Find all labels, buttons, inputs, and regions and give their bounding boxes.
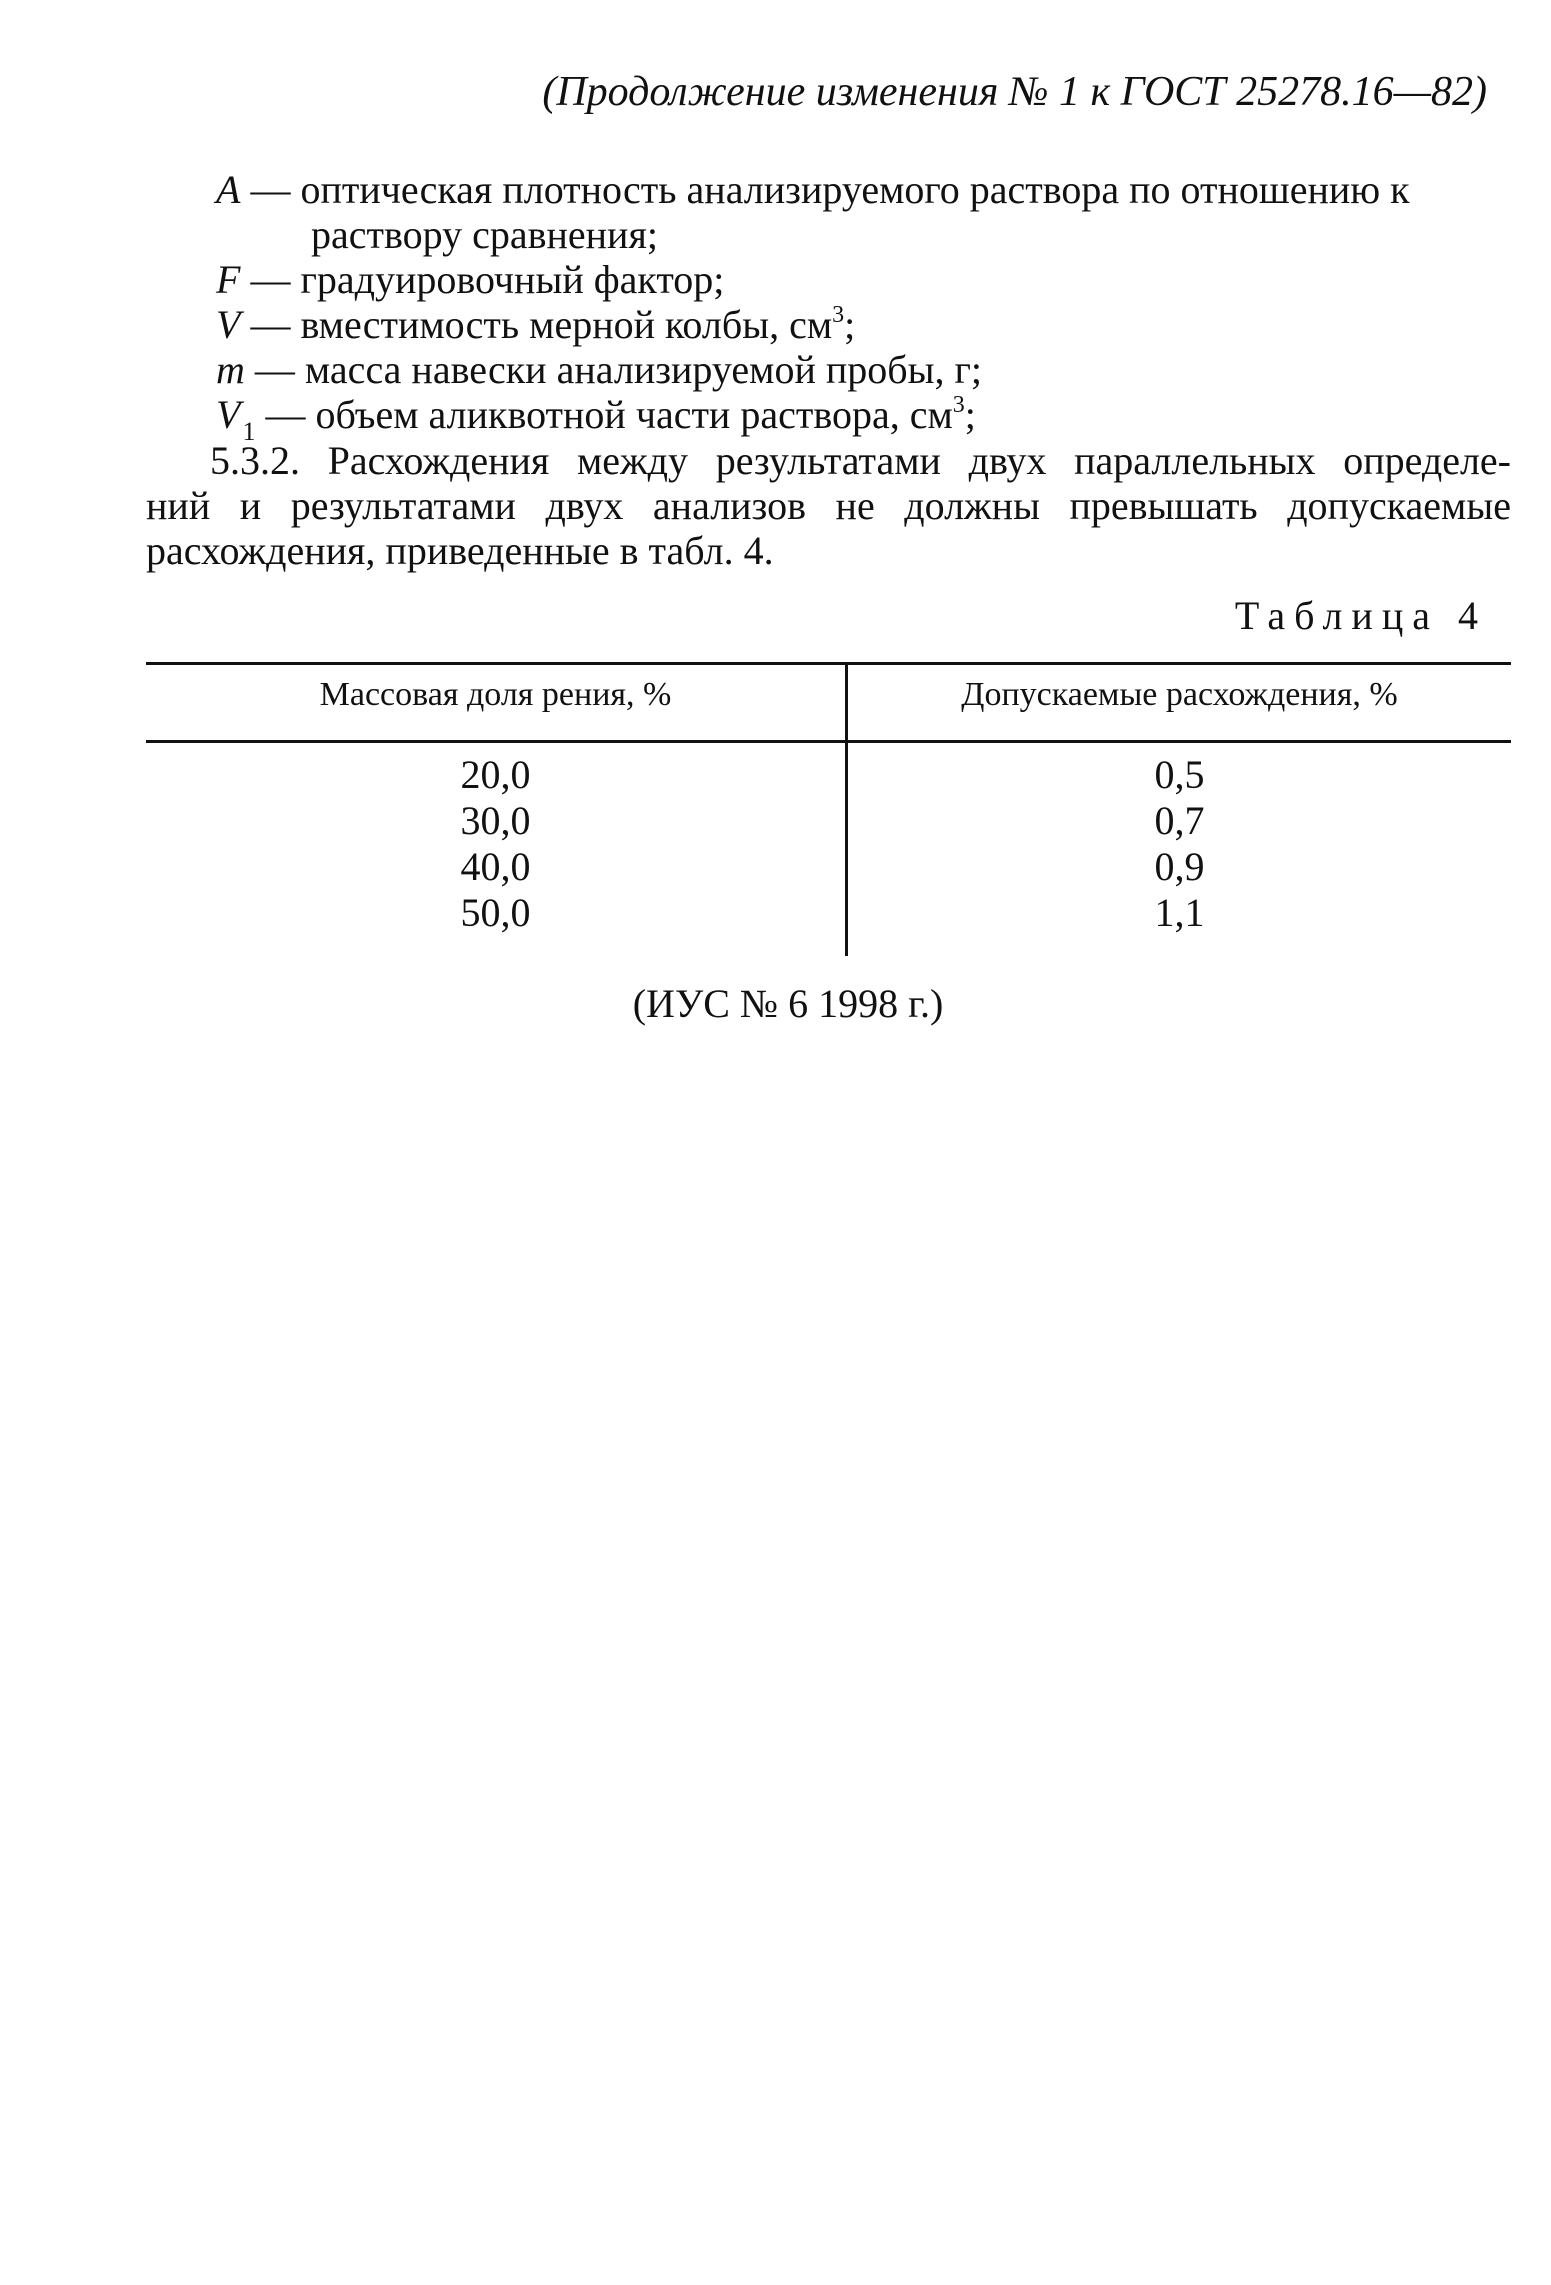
definition-symbol: m [216,347,245,392]
definition-end: ; [964,392,976,437]
definition-symbol: V [216,302,241,347]
definition-symbol: V [216,392,241,437]
definition-continuation: раствору сравнения; [311,212,658,257]
definition-text: — оптическая плотность анализируемого раствора по отношению к [250,167,1410,212]
table-header-cell: Допускаемые расхождения, % [961,676,1398,713]
page-header: (Продолжение изменения № 1 к ГОСТ 25278.16—82) [542,69,1487,115]
amendment-note: (ИУС № 6 1998 г.) [632,981,944,1026]
paragraph-line: расхождения, приведенные в табл. 4. [146,528,774,573]
definition-line [216,391,976,446]
table-cell: 40,0 [460,844,531,889]
definition-line [216,346,982,393]
definition-line [216,166,1410,213]
table-cell: 20,0 [460,752,531,797]
table-cell: 0,5 [1154,752,1205,797]
definition-line [216,301,855,348]
table-cell: 1,1 [1154,890,1205,935]
table-header-rule [146,740,1511,743]
definition-text: — вместимость мерной колбы, см [250,302,833,347]
table-cell: 30,0 [460,798,531,843]
table-cell: 0,7 [1154,798,1205,843]
table-cell: 0,9 [1154,844,1205,889]
paragraph-line: 5.3.2. Расхождения между результатами двух параллельных определе- [210,438,1511,483]
table-cell: 50,0 [460,890,531,935]
definition-subscript: 1 [242,417,256,446]
table-caption: Таблица 4 [1234,593,1487,638]
definition-text: — объем аликвотной части раствора, см [265,392,953,437]
definition-text: — масса навески анализируемой пробы, г; [254,347,982,392]
definition-symbol: F [216,257,241,302]
definition-text: — градуировочный фактор; [250,257,725,302]
definition-superscript: 3 [832,302,845,328]
definition-superscript: 3 [952,392,965,418]
definition-end: ; [844,302,856,347]
paragraph-line: ний и результатами двух анализов не должны превышать допускаемые [146,483,1511,528]
definition-symbol: A [216,167,241,212]
table-header-cell: Массовая доля рения, % [319,676,672,713]
definition-line [216,256,724,303]
table-top-rule [146,662,1511,665]
